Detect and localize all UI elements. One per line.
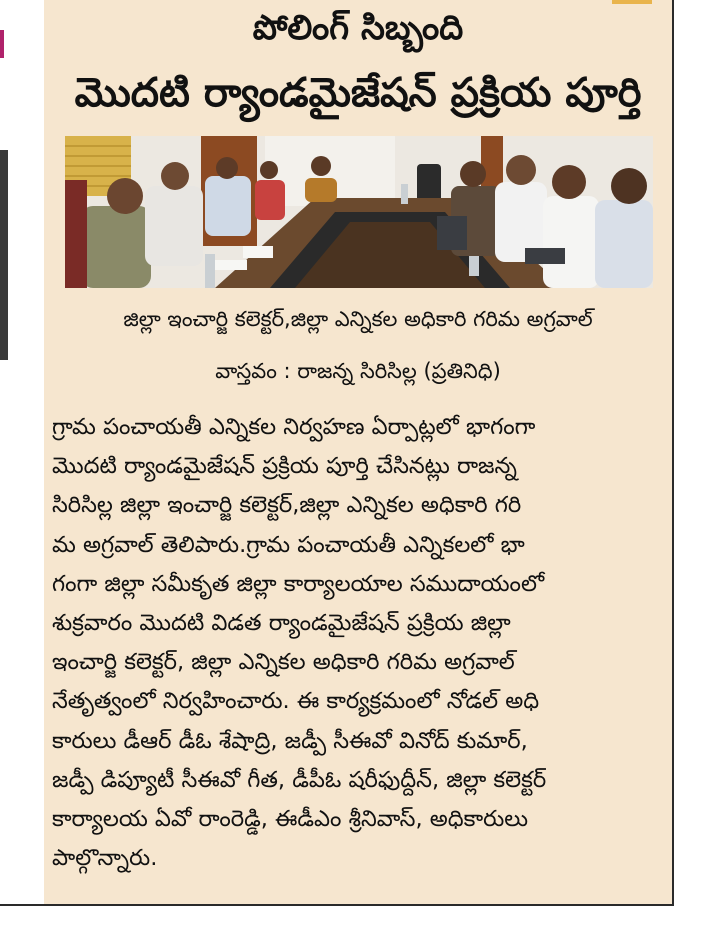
body-line: కార్యాలయ ఏవో రాంరెడ్డి, ఈడీఎం శ్రీనివాస్, అధికారులు	[52, 806, 529, 833]
headline-main: మొదటి ర్యాండమైజేషన్ ప్రక్రియ పూర్తి	[74, 70, 642, 116]
body-line: శుక్రవారం మొదటి విడత ర్యాండమైజేషన్ ప్రక్రియ జిల్లా	[52, 610, 511, 637]
adjacent-column-strip	[0, 0, 44, 934]
body-line: పాల్గొన్నారు.	[52, 845, 158, 872]
bottom-divider-rule	[0, 904, 674, 906]
body-line: నేతృత్వంలో నిర్వహించారు. ఈ కార్యక్రమంలో నోడల్ అధి	[52, 688, 540, 715]
body-line: మ అగ్రవాల్ తెలిపారు.గ్రామ పంచాయతీ ఎన్నికలలో భా	[52, 531, 525, 558]
article-body	[52, 408, 660, 878]
adjacent-photo-fragment	[0, 150, 8, 360]
body-line: మొదటి ర్యాండమైజేషన్ ప్రక్రియ పూర్తి చేసినట్లు రాజన్న	[52, 453, 517, 480]
body-line: జడ్పీ డిప్యూటీ సీఈవో గీత, డీపీఓ షరీఫుద్దీన్, జిల్లా కలెక్టర్	[52, 766, 547, 793]
body-line: ఇంచార్జి కలెక్టర్, జిల్లా ఎన్నికల అధికారి గరిమ అగ్రవాల్	[52, 649, 515, 676]
adjacent-column-fragment	[0, 30, 4, 58]
dateline: వాస్తవం : రాజన్న సిరిసిల్ల (ప్రతినిధి)	[215, 359, 501, 383]
body-line: గ్రామ పంచాయతీ ఎన్నికల నిర్వహణ ఏర్పాట్లలో భాగంగా	[52, 414, 536, 440]
meeting-photo-illustration	[65, 136, 653, 288]
body-line: కారులు డీఆర్ డీఓ శేషాద్రి, జడ్పీ సీఈవో వినోద్ కుమార్,	[52, 727, 528, 754]
news-photo	[65, 136, 653, 288]
photo-caption: జిల్లా ఇంచార్జి కలెక్టర్,జిల్లా ఎన్నికల అధికారి గరిమ అగ్రవాల్	[123, 307, 593, 331]
headline-kicker: పోలింగ్ సిబ్బంది	[252, 8, 464, 48]
body-line: గంగా జిల్లా సమీకృత జిల్లా కార్యాలయాల సముదాయంలో	[52, 570, 545, 597]
body-line: సిరిసిల్ల జిల్లా ఇంచార్జి కలెక్టర్,జిల్లా ఎన్నికల అధికారి గరి	[52, 492, 522, 519]
column-divider-rule	[672, 0, 674, 905]
top-accent-bar	[612, 0, 652, 4]
